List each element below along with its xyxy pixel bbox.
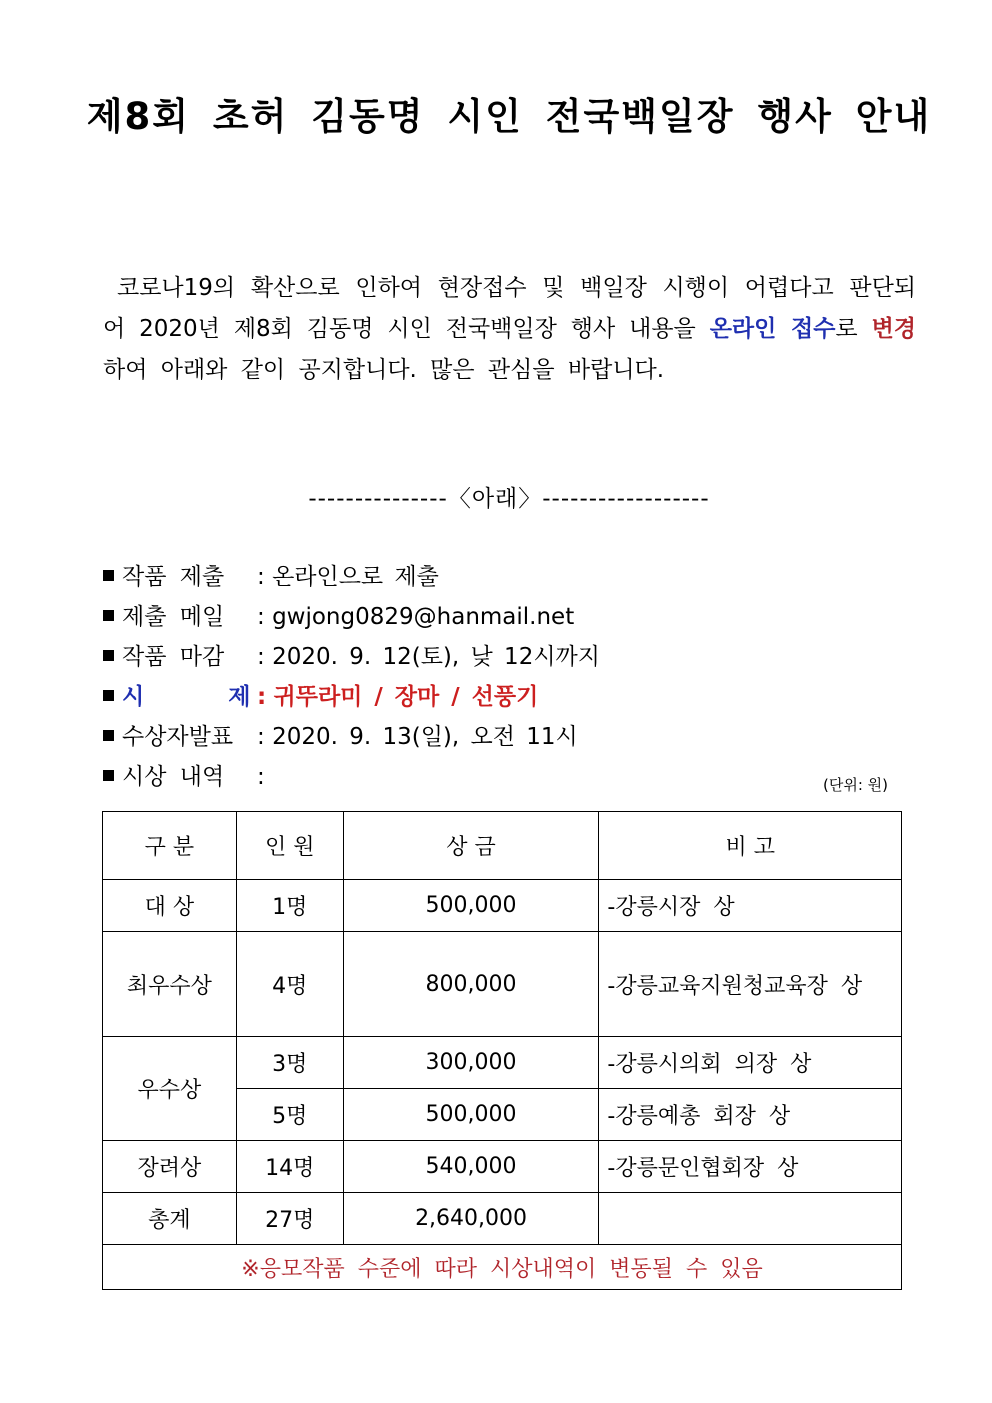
table-total-row [103,1193,902,1245]
category-cell: 우수상 [103,1037,237,1141]
info-item-deadline [103,640,903,680]
intro-highlight-online: 온라인 접수 [709,316,836,342]
info-item-submission [103,560,903,600]
count-cell: 4명 [236,932,343,1037]
bullet-square-icon [103,730,114,741]
info-separator: : [257,564,265,590]
prize-cell: 500,000 [343,880,599,932]
info-label: 제출 메일 [122,604,225,630]
category-cell: 최우수상 [103,932,237,1037]
intro-text-2: 로 [835,316,872,342]
info-separator: : [257,684,267,710]
bullet-square-icon [103,610,114,621]
table-footnote: ※응모작품 수준에 따라 시상내역이 변동될 수 있음 [103,1245,902,1290]
info-value: 온라인으로 제출 [272,564,439,590]
category-cell: 대 상 [103,880,237,932]
info-item-awards [103,760,903,800]
note-cell: -강릉문인협회장 상 [599,1141,902,1193]
info-separator: : [257,764,265,790]
table-row [103,932,902,1037]
table-header-row [103,812,902,880]
bullet-square-icon [103,650,114,661]
table-header-cell: 인 원 [236,812,343,880]
table-footnote-row [103,1245,902,1290]
table-header-cell: 상 금 [343,812,599,880]
bullet-square-icon [103,770,114,781]
count-cell: 1명 [236,880,343,932]
count-cell: 27명 [236,1193,343,1245]
note-cell: -강릉시장 상 [599,880,902,932]
category-cell: 장려상 [103,1141,237,1193]
intro-text-1: 코로나19의 확산으로 인하여 현장접수 및 백일장 시행이 어렵다고 판단되어 2020년 제8회 김동명 시인 전국백일장 행사 내용을 [103,275,916,342]
intro-paragraph [103,268,916,391]
note-cell: -강릉예총 회장 상 [599,1089,902,1141]
category-cell: 총계 [103,1193,237,1245]
count-cell: 3명 [236,1037,343,1089]
info-value: 2020. 9. 13(일), 오전 11시 [272,724,578,750]
info-label: 수상자발표 [122,724,234,750]
info-label: 시상 내역 [122,764,225,790]
bullet-square-icon [103,570,114,581]
info-label: 작품 마감 [122,644,225,670]
count-cell: 5명 [236,1089,343,1141]
note-cell: -강릉시의회 의장 상 [599,1037,902,1089]
prize-cell: 500,000 [343,1089,599,1141]
info-item-email [103,600,903,640]
email-link[interactable]: gwjong0829@hanmail.net [272,604,575,630]
info-separator: : [257,604,265,630]
prize-cell: 2,640,000 [343,1193,599,1245]
info-item-announcement [103,720,903,760]
table-header-cell: 구 분 [103,812,237,880]
page-title: 제8회 초허 김동명 시인 전국백일장 행사 안내 [86,95,932,138]
prize-cell: 540,000 [343,1141,599,1193]
intro-text-3: 하여 아래와 같이 공지합니다. 많은 관심을 바랍니다. [103,357,665,383]
note-cell: -강릉교육지원청교육장 상 [599,932,902,1037]
bullet-square-icon [103,690,114,701]
unit-note: (단위: 원) [823,776,888,794]
prize-cell: 300,000 [343,1037,599,1089]
table-row [103,1037,902,1089]
table-row [103,880,902,932]
section-divider: ---------------〈아래〉------------------ [308,486,710,512]
info-separator: : [257,644,265,670]
table-header-cell: 비 고 [599,812,902,880]
info-value: 2020. 9. 12(토), 낮 12시까지 [272,644,600,670]
info-separator: : [257,724,265,750]
awards-table [102,811,902,1290]
info-item-topic [103,680,903,720]
table-row [103,1141,902,1193]
count-cell: 14명 [236,1141,343,1193]
prize-cell: 800,000 [343,932,599,1037]
info-list [103,560,903,800]
note-cell [599,1193,902,1245]
intro-highlight-change: 변경 [871,316,917,342]
info-label: 작품 제출 [122,564,225,590]
info-value-topics: 귀뚜라미 / 장마 / 선풍기 [273,684,539,710]
info-label: 시 제 [122,684,251,710]
